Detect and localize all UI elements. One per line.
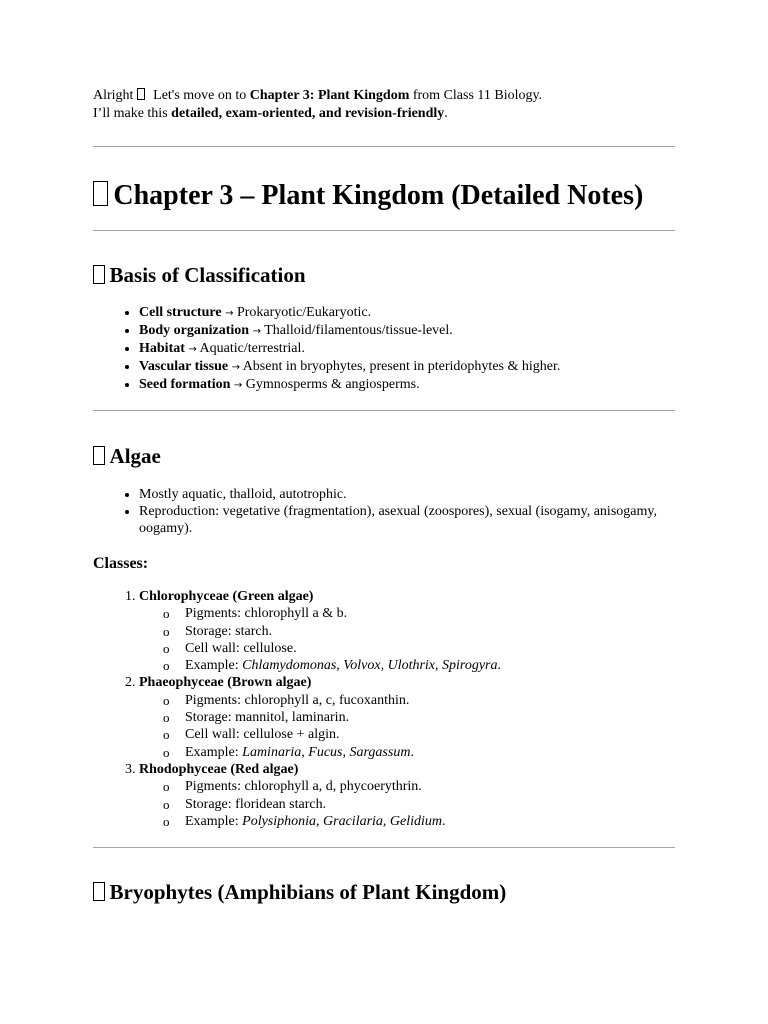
example-label: Example: xyxy=(185,744,243,760)
arrow-icon: → xyxy=(188,344,197,355)
example-species: Polysiphonia, Gracilaria, Gelidium xyxy=(242,813,443,829)
missing-glyph-box-icon xyxy=(93,181,108,206)
example-label: Example: xyxy=(185,813,243,829)
detail-item: o Cell wall: cellulose + algin. xyxy=(185,726,675,743)
class-item-rhodophyceae xyxy=(139,761,675,830)
example-species: Chlamydomonas, Volvox, Ulothrix, Spirogyra xyxy=(242,658,498,674)
section-heading-text: Algae xyxy=(109,444,161,468)
class-details xyxy=(139,605,675,674)
detail-item: o Pigments: chlorophyll a, d, phycoerythrin. xyxy=(185,778,675,795)
list-item: • Mostly aquatic, thalloid, autotrophic. xyxy=(139,486,675,503)
divider xyxy=(93,847,675,848)
example-punct: . xyxy=(497,658,502,674)
item-text: Gymnosperms & angiosperms. xyxy=(242,377,420,392)
intro-text: I’ll make this xyxy=(93,106,172,121)
basis-list xyxy=(93,304,675,394)
divider xyxy=(93,146,675,147)
algae-points-list xyxy=(93,486,675,537)
class-name: Phaeophyceae (Brown algae) xyxy=(139,675,312,691)
detail-item: o Storage: mannitol, laminarin. xyxy=(185,709,675,726)
document-content xyxy=(93,80,675,905)
divider xyxy=(93,230,675,231)
detail-item: o Pigments: chlorophyll a & b. xyxy=(185,605,675,622)
detail-item: o Storage: floridean starch. xyxy=(185,796,675,813)
class-details xyxy=(139,778,675,830)
section-heading-text: Basis of Classification xyxy=(109,263,306,287)
intro-chapter-bold: Chapter 3: Plant Kingdom xyxy=(249,88,410,103)
intro-text: from Class 11 Biology. xyxy=(409,88,543,103)
missing-glyph-box-icon xyxy=(93,446,105,465)
item-label: Body organization xyxy=(139,323,250,338)
section-heading-bryophytes xyxy=(93,879,675,905)
example-punct: . xyxy=(442,813,446,829)
class-details xyxy=(139,692,675,761)
arrow-icon: → xyxy=(225,308,234,319)
arrow-icon: → xyxy=(252,326,261,337)
intro-text: . xyxy=(444,106,448,121)
section-heading-text: Bryophytes (Amphibians of Plant Kingdom) xyxy=(109,880,507,905)
intro-text: Let's move on to xyxy=(149,88,250,103)
list-item: • Reproduction: vegetative (fragmentation), asexual (zoospores), sexual (isogamy, anisogamy, oogamy). xyxy=(139,503,675,537)
example-species: Laminaria, Fucus, Sargassum xyxy=(242,744,411,760)
detail-item: o Cell wall: cellulose. xyxy=(185,640,675,657)
list-item xyxy=(139,322,675,340)
list-item xyxy=(139,340,675,358)
intro-line-1 xyxy=(93,87,675,105)
page-title-text: Chapter 3 – Plant Kingdom (Detailed Notes) xyxy=(113,180,644,211)
missing-glyph-box-icon xyxy=(137,88,145,101)
divider xyxy=(93,410,675,411)
item-text: Aquatic/terrestrial. xyxy=(196,341,305,356)
detail-item: o Storage: starch. xyxy=(185,623,675,640)
intro-paragraph xyxy=(93,87,675,123)
list-item xyxy=(139,376,675,394)
class-item-phaeophyceae xyxy=(139,674,675,760)
item-text: Absent in bryophytes, present in pteridophytes & higher. xyxy=(239,359,561,374)
example-punct: . xyxy=(410,744,414,760)
class-name: Rhodophyceae (Red algae) xyxy=(139,761,299,777)
list-item xyxy=(139,304,675,322)
item-text: Thalloid/filamentous/tissue-level. xyxy=(260,323,453,338)
item-text: Prokaryotic/Eukaryotic. xyxy=(233,305,372,320)
example-label: Example: xyxy=(185,658,243,674)
arrow-icon: → xyxy=(233,380,243,391)
intro-text: Alright xyxy=(93,88,137,103)
detail-item: o Pigments: chlorophyll a, c, fucoxanthin. xyxy=(185,692,675,709)
detail-item xyxy=(185,657,675,674)
algae-classes-list xyxy=(93,588,675,830)
page-title xyxy=(93,179,675,213)
class-item-chlorophyceae xyxy=(139,588,675,674)
intro-emphasis-bold: detailed, exam-oriented, and revision-friendly xyxy=(171,106,445,121)
item-label: Vascular tissue xyxy=(139,359,229,374)
list-item xyxy=(139,358,675,376)
missing-glyph-box-icon xyxy=(93,882,105,901)
detail-item xyxy=(185,813,675,830)
section-heading-algae xyxy=(93,443,675,469)
section-heading-basis xyxy=(93,262,675,288)
item-label: Seed formation xyxy=(139,377,231,392)
class-name: Chlorophyceae (Green algae) xyxy=(139,589,314,604)
intro-line-2 xyxy=(93,105,675,123)
item-label: Habitat xyxy=(139,341,185,356)
missing-glyph-box-icon xyxy=(93,265,105,284)
detail-item xyxy=(185,744,675,761)
item-label: Cell structure xyxy=(139,305,222,320)
classes-heading: Classes: xyxy=(93,555,149,572)
arrow-icon: → xyxy=(231,362,240,373)
